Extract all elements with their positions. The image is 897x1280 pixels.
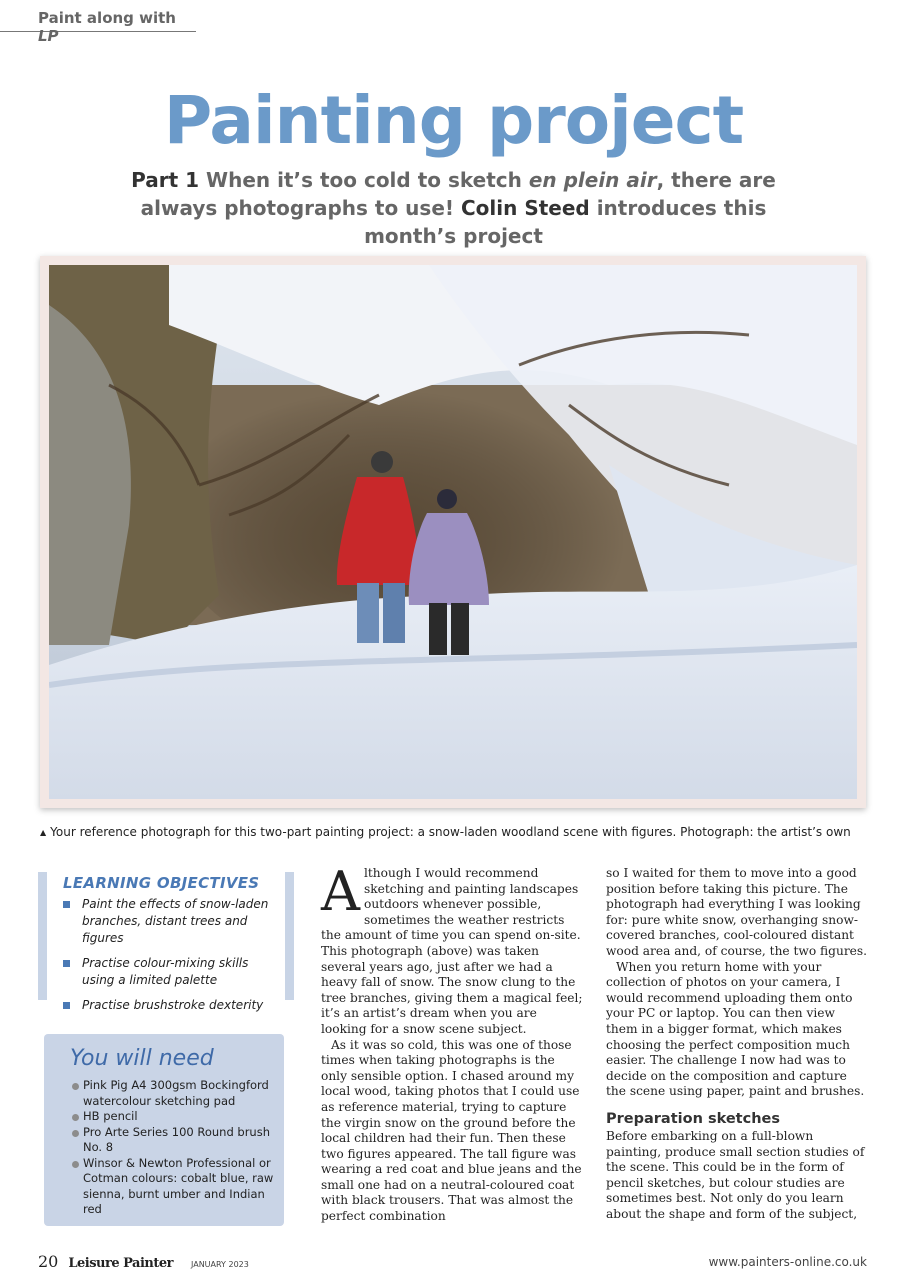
section-header: [0, 0, 196, 45]
reference-photograph: [49, 265, 857, 799]
round-bullet-icon: [72, 1161, 79, 1168]
body-paragraph: As it was so cold, this was one of those times when taking photographs is the only sensible option. I chased around my local wood, taking photos that I could use as reference material, trying to capture the virgin snow on the ground before the local children had their fun. Then these two figures appeared. The tall figure was wearing a red coat and blue jeans and the small one had on a neutral-coloured coat with black trousers. That was almost the perfect combination: [321, 1037, 582, 1224]
magazine-logo: Leisure Painter: [68, 1256, 173, 1271]
standfirst: [100, 166, 807, 250]
standfirst-text-a: When it’s too cold to sketch: [206, 168, 522, 192]
drop-cap: A: [321, 860, 360, 923]
photo-frame: [40, 256, 866, 808]
paragraph-text: lthough I would recommend sketching and painting landscapes outdoors whenever possible, sometimes the weather restricts the amount of time you can spend on-site. This photograph (above) was taken several years ago, just after we had a heavy fall of snow. The snow clung to the tree branches, giving them a magical feel; it’s an artist’s dream when you are looking for a snow scene subject.: [321, 866, 583, 1036]
issue-date: JANUARY 2023: [191, 1260, 249, 1269]
objective-text: Practise colour-mixing skills using a limited palette: [82, 956, 249, 987]
body-column-1: [321, 860, 583, 1225]
square-bullet-icon: [63, 901, 70, 908]
list-item: [63, 955, 279, 989]
caption-marker: ▲: [40, 828, 47, 837]
list-item: [72, 1109, 278, 1125]
objective-text: Practise brushstroke dexterity: [82, 998, 264, 1012]
footer-url: www.painters-online.co.uk: [708, 1255, 867, 1269]
snow-woodland-image: [49, 265, 857, 799]
list-item: [72, 1078, 278, 1109]
round-bullet-icon: [72, 1130, 79, 1137]
you-will-need-box: [44, 1034, 284, 1226]
material-text: Winsor & Newton Professional or Cotman colours: cobalt blue, raw sienna, burnt umber and Indian red: [83, 1155, 274, 1216]
part-label: Part 1: [131, 168, 200, 192]
page-title: Painting project: [163, 82, 744, 159]
you-will-need-heading: You will need: [70, 1046, 214, 1071]
round-bullet-icon: [72, 1114, 79, 1121]
material-text: Pink Pig A4 300gsm Bockingford watercolour sketching pad: [83, 1078, 269, 1108]
body-paragraph: When you return home with your collection of photos on your camera, I would recommend uploading them onto your PC or laptop. You can then view them in a bigger format, which makes choosing the perfect composition much easier. The challenge I now had was to decide on the composition and capture the scene using paper, paint and brushes.: [606, 959, 865, 1099]
author-name: Colin Steed: [460, 196, 590, 220]
section-prefix: Paint along with: [38, 9, 176, 27]
material-text: HB pencil: [83, 1109, 138, 1123]
list-item: [63, 997, 279, 1014]
body-paragraph: so I waited for them to move into a good position before taking this picture. The photograph had everything I was looking for: pure white snow, overhanging snow-covered branches, cool-coloured distant wood area and, of course, the two figures.: [606, 866, 867, 958]
body-paragraph: Before embarking on a full-blown painting, produce small section studies of the scene. This could be in the form of pencil sketches, but colour studies are sometimes best. Not only do you learn about the shape and form of the subject,: [606, 1128, 865, 1221]
standfirst-italic: en plein air: [528, 168, 657, 192]
list-item: [72, 1156, 278, 1218]
square-bullet-icon: [63, 1002, 70, 1009]
learning-objectives-heading: LEARNING OBJECTIVES: [63, 874, 260, 892]
photo-caption: [40, 825, 880, 839]
subheading: Preparation sketches: [606, 1110, 780, 1127]
section-italic: LP: [38, 27, 59, 45]
material-text: Pro Arte Series 100 Round brush No. 8: [83, 1124, 270, 1154]
square-bullet-icon: [63, 960, 70, 967]
materials-list: [72, 1078, 278, 1218]
footer-left: [38, 1252, 249, 1271]
learning-objectives-list: [63, 896, 279, 1022]
list-item: [72, 1125, 278, 1156]
objective-text: Paint the effects of snow-laden branches, distant trees and figures: [82, 897, 269, 945]
body-paragraph: [321, 860, 583, 1038]
page-number: 20: [38, 1252, 59, 1271]
learning-objectives-box: [38, 872, 294, 1012]
body-column-2: [606, 866, 868, 1222]
caption-text: Your reference photograph for this two-part painting project: a snow-laden woodland scene with figures. Photograph: the artist’s own: [50, 825, 851, 839]
standfirst-text-b: , there are always photographs to use!: [140, 168, 776, 220]
section-label: [38, 9, 196, 45]
list-item: [63, 896, 279, 947]
standfirst-text-c: introduces this month’s project: [364, 196, 767, 248]
round-bullet-icon: [72, 1083, 79, 1090]
